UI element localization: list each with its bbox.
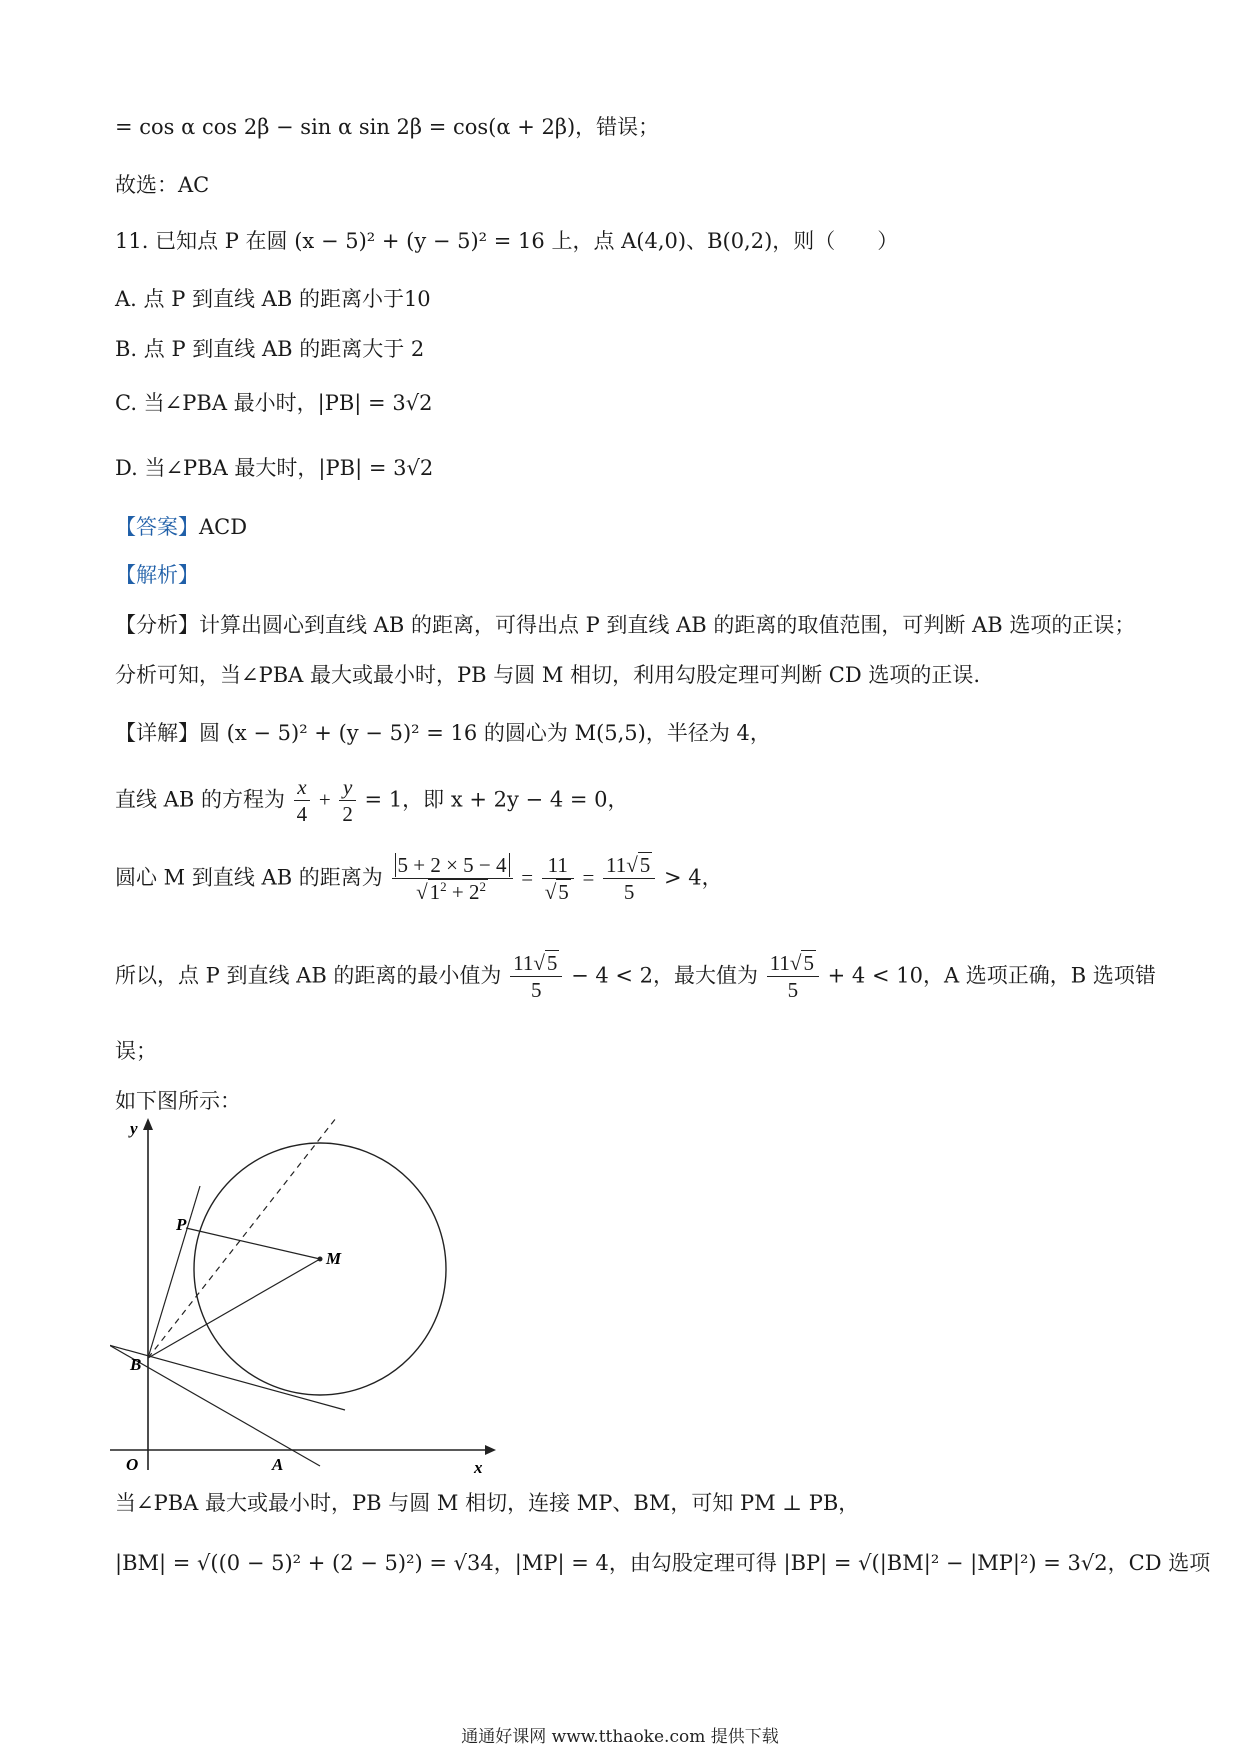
label-p: P (176, 1215, 187, 1234)
fraction-11sqrt5-over-5: $\frac{11√5}{5}$ (603, 852, 655, 906)
dashed-line (148, 1118, 340, 1358)
detail-min-pre: 所以，点 P 到直线 AB 的距离的最小值为 (115, 963, 502, 988)
analysis-line (115, 560, 199, 590)
answer-tag: 【答案】 (115, 515, 199, 539)
detail-max-post: + 4 < 10，A 选项正确，B 选项错 (827, 963, 1156, 988)
analysis-tag: 【解析】 (115, 563, 199, 587)
option-c: C. 当∠PBA 最小时，|PB| = 3√2 (115, 391, 433, 415)
fraction-distance-formula: $\frac{5 + 2 \times 5 - 4}{√1^2 + 2^2}$ (392, 852, 513, 906)
option-b: B. 点 P 到直线 AB 的距离大于 2 (115, 337, 425, 361)
fraction-min: $\frac{11√5}{5}$ (510, 950, 562, 1004)
question-11: 11. 已知点 P 在圆 (x − 5)² + (y − 5)² = 16 上，点 A(4,0)、B(0,2)，则（ ） (115, 229, 899, 253)
line-ab (110, 1341, 320, 1466)
label-a: A (272, 1455, 284, 1474)
detail-distance-post: > 4， (663, 865, 723, 890)
y-axis-arrow (143, 1118, 153, 1130)
label-x: x (474, 1458, 483, 1477)
analysis-text-1: 【分析】计算出圆心到直线 AB 的距离，可得出点 P 到直线 AB 的距离的取值范围，可判断 AB 选项的正误； (115, 613, 1136, 637)
segment-pm (186, 1228, 320, 1259)
label-o: O (126, 1455, 139, 1474)
label-b: B (130, 1355, 142, 1374)
detail-distance: 圆心 M 到直线 AB 的距离为 $\frac{5 + 2 \times 5 - 4}{√1^2 + 2^2}$ = $\frac{11}{√5}$ = $\frac{11√5}{5}$ > 4， (115, 853, 723, 905)
detail-figure-intro: 如下图所示： (115, 1089, 241, 1113)
option-a: A. 点 P 到直线 AB 的距离小于10 (115, 287, 431, 311)
detail-circle-center: 【详解】圆 (x − 5)² + (y − 5)² = 16 的圆心为 M(5,5)，半径为 4， (115, 721, 771, 745)
detail-min-mid: − 4 < 2，最大值为 (571, 963, 759, 988)
detail-pythagoras: |BM| = √((0 − 5)² + (2 − 5)²) = √34，|MP| = 4，由勾股定理可得 |BP| = √(|BM|² − |MP|²) = 3√2，CD 选项 (115, 1551, 1211, 1575)
detail-tangent: 当∠PBA 最大或最小时，PB 与圆 M 相切，连接 MP、BM，可知 PM ⊥ PB， (115, 1491, 860, 1515)
analysis-text-2: 分析可知，当∠PBA 最大或最小时，PB 与圆 M 相切，利用勾股定理可判断 CD 选项的正误. (115, 663, 981, 687)
detail-line-eq-post: = 1，即 x + 2y − 4 = 0， (364, 787, 629, 812)
detail-line-eq-pre: 直线 AB 的方程为 (115, 787, 285, 812)
x-axis-arrow (485, 1445, 496, 1455)
detail-distance-pre: 圆心 M 到直线 AB 的距离为 (115, 865, 383, 890)
page-footer: 通通好课网 www.tthaoke.com 提供下载 (461, 1727, 779, 1747)
fraction-x-over-4: $\frac{x}{4}$ (294, 774, 311, 828)
answer-value: ACD (199, 515, 248, 539)
geometry-figure (110, 1118, 500, 1478)
circle-m (194, 1143, 446, 1395)
line-cos-identity: = cos α cos 2β − sin α sin 2β = cos(α + 2β)，错误； (115, 115, 660, 139)
fraction-11-over-sqrt5: $\frac{11}{√5}$ (542, 852, 574, 906)
line-choice-ac: 故选：AC (115, 173, 210, 197)
detail-line-equation: 直线 AB 的方程为 $\frac{x}{4}$ + $\frac{y}{2}$ = 1，即 x + 2y − 4 = 0， (115, 775, 629, 827)
detail-min-max (115, 950, 1156, 1004)
point-m (318, 1257, 323, 1262)
option-d: D. 当∠PBA 最大时，|PB| = 3√2 (115, 456, 434, 480)
fraction-max: $\frac{11√5}{5}$ (767, 950, 819, 1004)
fraction-y-over-2: $\frac{y}{2}$ (339, 774, 356, 828)
label-y: y (130, 1119, 138, 1138)
label-m: M (326, 1249, 342, 1268)
answer-line (115, 512, 247, 542)
detail-wrong-cont: 误； (115, 1039, 157, 1063)
